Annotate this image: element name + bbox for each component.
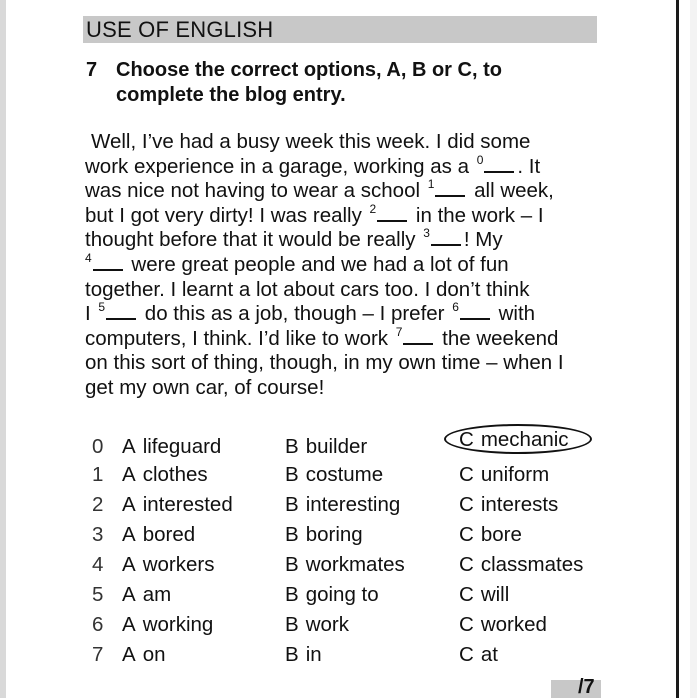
option-letter: B <box>285 523 299 546</box>
option-text: bored <box>142 523 196 546</box>
gap-number: 5 <box>98 300 106 315</box>
option-c <box>459 520 522 550</box>
passage-line <box>85 324 605 352</box>
instruction-line-1: Choose the correct options, A, B or C, to <box>116 59 502 81</box>
option-text: interests <box>480 493 559 516</box>
option-text: worked <box>480 613 547 636</box>
passage-text: all week, <box>468 179 554 203</box>
option-text: bore <box>480 523 522 546</box>
option-letter: A <box>122 553 136 576</box>
page-margin-right <box>690 0 697 698</box>
gap-number: 2 <box>369 201 377 216</box>
passage-line <box>85 179 605 204</box>
option-b <box>285 640 322 670</box>
gap-number: 6 <box>452 300 459 315</box>
option-b <box>285 610 349 640</box>
question-number: 7 <box>92 643 104 666</box>
instruction-line-2: complete the blog entry. <box>116 83 346 106</box>
option-letter: A <box>122 435 136 458</box>
option-letter: C <box>459 613 474 636</box>
option-a <box>122 460 208 490</box>
option-letter: A <box>122 523 136 546</box>
option-letter: B <box>285 493 299 516</box>
gap-number: 0 <box>476 152 484 167</box>
option-letter: B <box>285 583 299 606</box>
passage-text: computers, I think. I’d like to work <box>85 326 394 350</box>
option-letter: B <box>285 613 299 636</box>
option-letter: C <box>459 428 474 451</box>
question-number: 6 <box>92 613 104 636</box>
option-text: on <box>142 643 166 666</box>
option-text: at <box>480 643 498 666</box>
passage-line <box>85 351 605 376</box>
option-b <box>285 432 367 462</box>
section-header: USE OF ENGLISH <box>83 16 597 43</box>
option-c <box>459 640 498 670</box>
passage-line <box>85 152 605 180</box>
gap-blank <box>435 179 465 197</box>
option-b <box>285 520 363 550</box>
option-letter: A <box>122 643 136 666</box>
option-b <box>285 550 405 580</box>
passage-line <box>85 228 605 253</box>
option-b <box>285 580 379 610</box>
option-b <box>285 460 383 490</box>
option-a <box>122 490 233 520</box>
option-text: classmates <box>480 553 584 576</box>
option-letter: C <box>459 463 474 486</box>
example-answer-circle <box>444 424 592 454</box>
passage-text: do this as a job, though – I prefer <box>139 302 451 326</box>
option-text: costume <box>305 463 384 486</box>
passage-text: together. I learnt a lot about cars too. I don’t think <box>85 277 530 301</box>
option-c <box>459 580 509 610</box>
passage-text: in the work – I <box>410 203 544 227</box>
question-number: 2 <box>92 493 104 516</box>
option-c <box>459 550 583 580</box>
option-text: in <box>305 643 322 666</box>
option-letter: C <box>459 523 474 546</box>
passage-text: ! My <box>463 228 503 252</box>
question-number: 5 <box>92 583 104 606</box>
option-a <box>122 580 171 610</box>
option-text: clothes <box>142 463 208 486</box>
question-number: 0 <box>92 435 104 458</box>
option-text: workers <box>142 553 215 576</box>
option-letter: B <box>285 463 299 486</box>
option-a <box>122 520 195 550</box>
option-text: mechanic <box>480 428 569 451</box>
question-number: 3 <box>92 523 104 546</box>
passage-text: was nice not having to wear a school <box>85 179 426 203</box>
gap-blank <box>106 302 136 320</box>
option-a <box>122 432 221 462</box>
option-text: workmates <box>305 553 405 576</box>
gap-blank <box>431 228 461 246</box>
option-text: work <box>305 613 349 636</box>
gap-number: 4 <box>85 250 92 265</box>
passage-text: thought before that it would be really <box>85 228 422 252</box>
passage-line <box>85 250 605 278</box>
page-edge-right <box>676 0 679 698</box>
option-a <box>122 640 166 670</box>
option-c <box>459 460 549 490</box>
option-letter: A <box>122 613 136 636</box>
option-c <box>459 490 558 520</box>
gap-blank <box>377 204 407 222</box>
option-letter: C <box>459 493 474 516</box>
option-text: lifeguard <box>142 435 222 458</box>
passage-line <box>85 302 605 327</box>
passage-text: on this sort of thing, though, in my own time – when I <box>85 351 564 375</box>
question-number: 1 <box>92 463 104 486</box>
task-instruction <box>116 58 586 107</box>
option-letter: A <box>122 583 136 606</box>
option-a <box>122 610 213 640</box>
option-letter: B <box>285 553 299 576</box>
task-number: 7 <box>86 59 98 81</box>
page-edge-left <box>0 0 6 698</box>
passage-line <box>85 278 605 303</box>
option-text: going to <box>305 583 379 606</box>
gap-blank <box>484 155 514 173</box>
passage-line <box>85 201 605 229</box>
passage-text: get my own car, of course! <box>85 375 325 399</box>
passage-text: Well, I’ve had a busy week this week. I did some <box>91 130 531 153</box>
passage-text: with <box>492 302 536 326</box>
option-letter: C <box>459 643 474 666</box>
passage-line <box>85 130 605 155</box>
option-letter: C <box>459 553 474 576</box>
gap-blank <box>460 302 490 320</box>
passage-text: . It <box>517 154 541 178</box>
gap-blank <box>403 327 433 345</box>
option-text: uniform <box>480 463 550 486</box>
gap-number: 1 <box>427 177 435 192</box>
option-letter: B <box>285 435 299 458</box>
option-a <box>122 550 214 580</box>
score-total: /7 <box>578 676 595 698</box>
gap-blank <box>93 253 123 271</box>
option-text: builder <box>305 435 368 458</box>
passage-text: I <box>85 302 97 326</box>
option-letter: A <box>122 493 136 516</box>
passage-text: but I got very dirty! I was really <box>85 203 368 227</box>
passage-text: work experience in a garage, working as a <box>85 154 475 178</box>
option-c <box>459 610 547 640</box>
option-letter: B <box>285 643 299 666</box>
option-letter: A <box>122 463 136 486</box>
passage-line <box>85 376 605 401</box>
option-text: boring <box>305 523 363 546</box>
blog-entry <box>85 130 605 401</box>
question-number: 4 <box>92 553 104 576</box>
gap-number: 3 <box>423 226 430 241</box>
option-text: working <box>142 613 214 636</box>
option-text: will <box>480 583 510 606</box>
passage-text: were great people and we had a lot of fun <box>125 252 509 276</box>
option-text: interested <box>142 493 233 516</box>
passage-text: the weekend <box>436 326 559 350</box>
option-text: am <box>142 583 172 606</box>
option-text: interesting <box>305 493 401 516</box>
option-b <box>285 490 400 520</box>
gap-number: 7 <box>395 324 403 339</box>
option-letter: C <box>459 583 474 606</box>
